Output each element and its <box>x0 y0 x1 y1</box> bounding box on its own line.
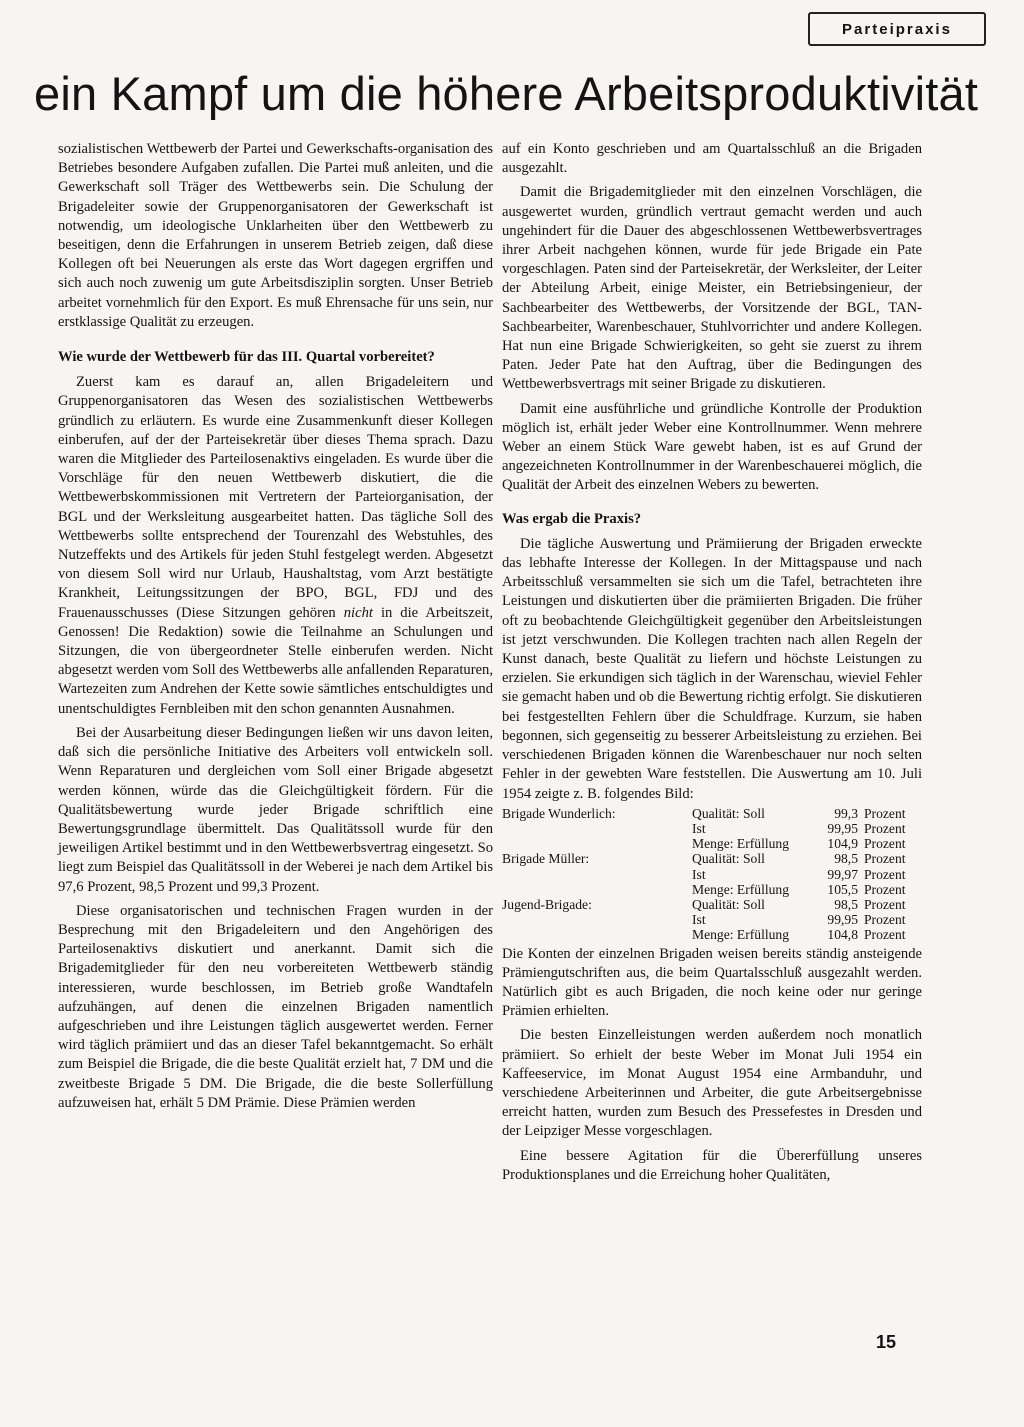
table-cell-unit: Prozent <box>864 836 906 852</box>
paragraph: Die Konten der einzelnen Brigaden weisen bereits ständig ansteigende Prämiengutschriften aus, die beim Quartalsschluß ausgezahlt werden. Natürlich gibt es auch Brigaden, die noch keine oder nur geringe Prämien erhielten. <box>502 945 922 1020</box>
table-cell-unit: Prozent <box>864 881 906 897</box>
table-cell-label: Qualität: Soll <box>692 805 765 821</box>
emphasis: nicht <box>343 604 373 621</box>
table-row <box>502 882 922 897</box>
table-cell-brigade <box>502 867 692 882</box>
table-row <box>502 806 922 821</box>
right-column <box>502 140 922 1185</box>
paragraph: auf ein Konto geschrieben und am Quartalsschluß an die Brigaden ausgezahlt. <box>502 141 922 177</box>
table-cell-unit: Prozent <box>864 896 906 912</box>
paragraph: Zuerst kam es darauf an, allen Brigadeleitern und Gruppenorganisatoren das Wesen des sozialistischen Wettbewerbs gründlich zu erläutern. Es wurde eine Zusammenkunft dieser Kollegen einberufen, auf der der Parteisekretär über dieses Thema sprach. Dazu waren die Mitglieder des Parteilosenaktivs eingeladen. Es wurde über die Vorschläge für den neuen Wettbewerb diskutiert, die die Wettbewerbskommissionen mit Vertretern der Parteiorganisation, der BGL und der Werksleitung ausgearbeitet hatten. Das tägliche Soll des Wettbewerbs sollte entsprechend der Tourenzahl des Webstuhles, des Nutzeffekts und des Artikels für jeden Stuhl festgelegt werden. Abgesetzt von diesem Soll wird nur Urlaub, Haushaltstag, vom Arzt bestätigte Krankheit, Leitungssitzungen der BPO, BGL, FDJ und des Frauenausschusses (Diese Sitzungen gehören nicht in die Arbeitszeit, Genossen! Die Redaktion) sowie die Teilnahme an Schulungen und Sitzungen, die von übergeordneter Stelle einberufen werden. Nicht abgesetzt werden vom Soll des Wettbewerbs alle anfallenden Reparaturen, Wartezeiten zum Andrehen der Kette sowie sämtliches entschuldigtes und unentschuldigtes Fernbleiben mit den schon genannten Ausnahmen. <box>58 374 493 717</box>
section-heading: Wie wurde der Wettbewerb für das III. Quartal vorbereitet? <box>58 349 435 366</box>
table-cell-brigade <box>502 882 692 897</box>
table-cell-brigade <box>502 836 692 851</box>
section-heading: Was ergab die Praxis? <box>502 510 642 527</box>
left-column <box>58 140 493 1113</box>
paragraph: Damit eine ausführliche und gründliche Kontrolle der Produktion möglich ist, erhält jeder Weber eine Kontrollnummer. Wenn mehrere Weber an einem Stück Ware gewebt haben, ist es auf Grund der angezeichneten Kontrollnummer in der Warenbeschauerei möglich, die Qualität der Arbeit des einzelnen Webers zu bewerten. <box>502 400 922 494</box>
table-cell-unit: Prozent <box>864 851 906 867</box>
paragraph: sozialistischen Wettbewerb der Partei und Gewerkschafts-organisation des Betriebes besondere Aufgaben zufallen. Die Partei muß anleiten, und die Gewerkschaft soll Träger des Wettbewerbs sein. Die Schulung der Brigadeleiter sowie der Gruppenorganisatoren der Gewerkschaft ist notwendig, um ideologische Unklarheiten über den Wettbewerb zu beseitigen, denn die Erfahrungen in unserem Betrieb zeigen, daß diese Kollegen oft bei Neuerungen als erste das Wort dagegen ergriffen und sich auch noch zuwenig um gute Arbeitsdisziplin sorgten. Unser Betrieb arbeitet vornehmlich für den Export. Es muß Ehrensache für uns sein, nur erstklassige Qualität zu erzeugen. <box>58 141 493 330</box>
table-row <box>502 821 922 836</box>
table-cell-label: Menge: Erfüllung <box>692 881 790 897</box>
table-cell-label: Ist <box>692 820 706 836</box>
table-cell-unit: Prozent <box>864 866 906 882</box>
page-number: 15 <box>876 1332 897 1352</box>
table-cell-value: 99,97 <box>827 866 858 882</box>
table-cell-label: Ist <box>692 866 706 882</box>
table-row <box>502 851 922 866</box>
page-title: ein Kampf um die höhere Arbeitsproduktivität <box>34 67 979 120</box>
table-cell-label: Ist <box>692 912 706 928</box>
table-cell-label: Menge: Erfüllung <box>692 836 790 852</box>
table-row <box>502 912 922 927</box>
table-cell-unit: Prozent <box>864 927 906 943</box>
table-cell-unit: Prozent <box>864 912 906 928</box>
table-row <box>502 927 922 942</box>
table-cell-brigade: Brigade Wunderlich: <box>502 805 616 821</box>
table-cell-value: 99,3 <box>834 805 858 821</box>
paragraph: Diese organisatorischen und technischen Fragen wurden in der Besprechung mit den Brigadeleitern und den Angehörigen des Parteilosenaktivs diskutiert und anerkannt. Damit sich die Brigademitglieder für den neu vorbereiteten Wettbewerb ständig interessieren, wurde beschlossen, im Betrieb große Wandtafeln aufzuhängen, auf denen die einzelnen Brigaden namentlich aufgeschrieben und ihre Leistungen täglich ausgewertet werden. Ferner wird täglich prämiiert und das an dieser Tafel bekanntgemacht. So erhält zum Beispiel die Brigade, die die beste Qualität erzielt hat, 7 DM und die zweitbeste Brigade 5 DM. Die Brigade, die die beste Sollerfüllung aufzuweisen hat, erhält 5 DM Prämie. Diese Prämien werden <box>58 902 493 1111</box>
table-cell-brigade <box>502 912 692 927</box>
table-cell-brigade <box>502 821 692 836</box>
table-cell-label: Qualität: Soll <box>692 851 765 867</box>
results-table <box>502 806 922 943</box>
paragraph: Damit die Brigademitglieder mit den einzelnen Vorschlägen, die ausgewertet wurden, gründlich vertraut gemacht werden und auch ungehindert für die Dauer des abgeschlossenen Wettbewerbsvertrages ihrer Arbeit nachgehen können, wurde für jede Brigade ein Pate vorgeschlagen. Paten sind der Parteisekretär, der Werksleiter, der Leiter der Abteilung Arbeit, einige Meister, ein Betriebsingenieur, der Sachbearbeiter des Wettbewerbs, der Vorsitzende der BGL, TAN-Sachbearbeiter, Warenbeschauer, Stuhlvorrichter und andere Kollegen. Hat nun eine Brigade Schwierigkeiten, so geht sie zuerst zu ihrem Paten. Jeder Pate hat den Auftrag, über die Bedingungen des Wettbewerbsvertrags mit seiner Brigade zu diskutieren. <box>502 184 922 393</box>
table-cell-brigade: Brigade Müller: <box>502 851 590 867</box>
table-row <box>502 897 922 912</box>
table-row <box>502 867 922 882</box>
table-cell-value: 99,95 <box>827 820 858 836</box>
table-cell-value: 104,8 <box>827 927 858 943</box>
table-cell-unit: Prozent <box>864 805 906 821</box>
table-cell-brigade <box>502 927 692 942</box>
table-cell-value: 98,5 <box>834 851 858 867</box>
paragraph: Bei der Ausarbeitung dieser Bedingungen ließen wir uns davon leiten, daß sich die persönliche Initiative des Arbeiters voll entwickeln soll. Wenn Reparaturen und dergleichen vom Soll einer Brigade abgesetzt werden können, würde das die Gleichgültigkeit fördern. Für die Qualitätsbewertung wurde jeder Brigade schriftlich eine Bewertungsgrundlage übermittelt. Das Qualitätssoll wurde für den jeweiligen Artikel bestimmt und in den Wettbewerbsvertrag eingesetzt. So liegt zum Beispiel das Qualitätssoll in der Weberei je nach dem Artikel bis 97,6 Prozent, 98,5 Prozent und 99,3 Prozent. <box>58 724 493 895</box>
table-cell-label: Menge: Erfüllung <box>692 927 790 943</box>
paragraph: Die tägliche Auswertung und Prämiierung der Brigaden erweckte das lebhafte Interesse der Kollegen. In der Mittagspause und nach Arbeitsschluß versammelten sie sich um die Tafel, betrachteten ihre Leistungen und diskutierten über die prämiierten Brigaden. Die früher oft zu beobachtende Gleichgültigkeit gegenüber den Arbeitsleistungen ist jetzt verschwunden. Die Kollegen trachten nach allen Regeln der Kunst danach, beste Qualität zu liefern und höchste Leistungen zu erzielen. Sie erkundigen sich täglich in der Warenschau, wieviel Fehler sie gemacht haben und ob die Bewertung richtig erfolgt. Sie diskutieren bei festgestellten Fehlern über die Schuldfrage. Kurzum, sie haben begonnen, sich gegenseitig zu besserer Arbeitsleistung zu erziehen. Bei verschiedenen Brigaden können die Warenbeschauer nur noch selten Fehler in der gewebten Ware feststellen. Die Auswertung am 10. Juli 1954 zeigte z. B. folgendes Bild: <box>502 535 922 802</box>
table-cell-brigade: Jugend-Brigade: <box>502 896 592 912</box>
paragraph: Eine bessere Agitation für die Übererfüllung unseres Produktionsplanes und die Erreichung hoher Qualitäten, <box>502 1147 922 1183</box>
table-cell-value: 98,5 <box>834 896 858 912</box>
table-row <box>502 836 922 851</box>
section-label: Parteipraxis <box>808 12 986 46</box>
table-cell-unit: Prozent <box>864 820 906 836</box>
table-cell-label: Qualität: Soll <box>692 896 765 912</box>
paragraph: Die besten Einzelleistungen werden außerdem noch monatlich prämiiert. So erhielt der beste Weber im Monat Juli 1954 ein Kaffeeservice, im Monat August 1954 eine Armbanduhr, und verschiedene Arbeiterinnen und Arbeiter, die gute Arbeitsergebnisse erreicht hatten, wurden zum Besuch des Pressefestes in Dresden und der Leipziger Messe vorgeschlagen. <box>502 1027 922 1140</box>
table-cell-value: 104,9 <box>827 836 858 852</box>
table-cell-value: 105,5 <box>827 881 858 897</box>
table-cell-value: 99,95 <box>827 912 858 928</box>
